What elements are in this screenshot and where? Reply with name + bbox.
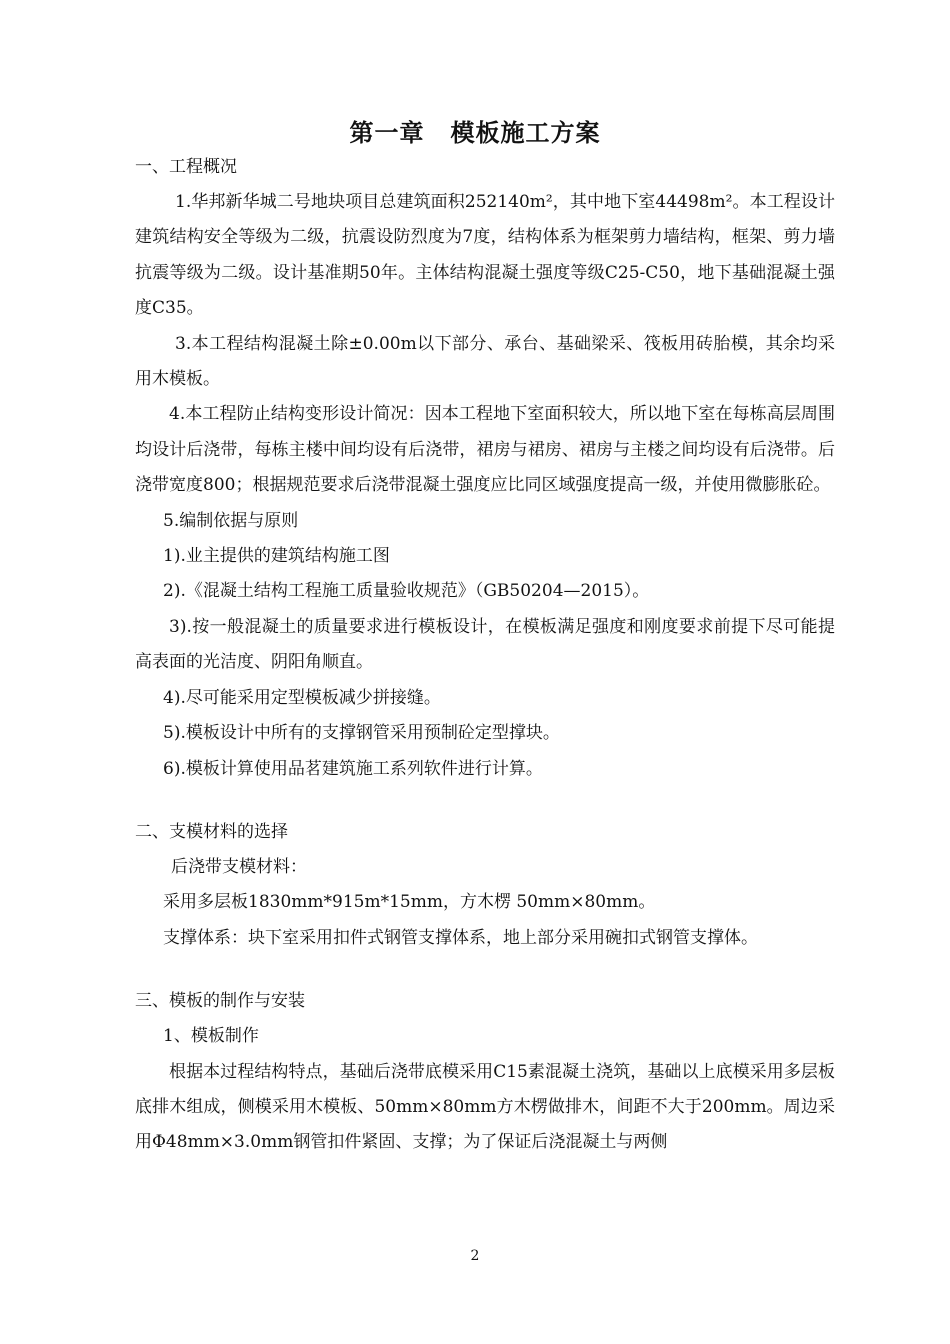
section-heading-2: 二、支模材料的选择 [135, 821, 288, 842]
paragraph-project-overview: 1.华邦新华城二号地块项目总建筑面积252140m²，其中地下室44498m²。本工程设计建筑结构安全等级为二级，抗震设防烈度为7度，结构体系为框架剪力墙结构，框架、剪力墙抗震等级为二级。设计基准期50年。主体结构混凝土强度等级C25-C50，地下基础混凝土强度C35。 [135, 192, 835, 319]
chapter-number: 第一章 [349, 118, 425, 147]
basis-item-1: 1).业主提供的建筑结构施工图 [163, 546, 390, 567]
subsection-formwork-making: 1、模板制作 [163, 1026, 259, 1047]
page-number: 2 [470, 1248, 480, 1264]
basis-item-6: 6).模板计算使用品茗建筑施工系列软件进行计算。 [163, 758, 543, 779]
document-body [135, 150, 835, 1161]
basis-item-3: 3).按一般混凝土的质量要求进行模板设计，在模板满足强度和刚度要求前提下尽可能提高表面的光洁度、阴阳角顺直。 [135, 616, 835, 673]
material-label: 后浇带支模材料： [171, 856, 307, 877]
support-system: 支撑体系：块下室采用扣件式钢管支撑体系，地上部分采用碗扣式钢管支撑体。 [163, 927, 758, 948]
basis-heading: 5.编制依据与原则 [163, 510, 299, 531]
paragraph-formwork-scope: 3.本工程结构混凝土除±0.00m以下部分、承台、基础梁采、筏板用砖胎模，其余均采用木模板。 [135, 333, 835, 390]
basis-item-4: 4).尽可能采用定型模板减少拼接缝。 [163, 687, 441, 708]
chapter-name: 模板施工方案 [450, 118, 601, 147]
section-heading-1: 一、工程概况 [135, 157, 237, 177]
material-spec: 采用多层板1830mm*915m*15mm，方木楞 50mm×80mm。 [163, 892, 656, 913]
basis-item-5: 5).模板设计中所有的支撑钢管采用预制砼定型撑块。 [163, 723, 560, 744]
basis-item-2: 2).《混凝土结构工程施工质量验收规范》（GB50204—2015）。 [163, 581, 650, 602]
section-heading-3: 三、模板的制作与安装 [135, 991, 305, 1012]
paragraph-deformation-design: 4.本工程防止结构变形设计简况：因本工程地下室面积较大，所以地下室在每栋高层周围均设计后浇带，每栋主楼中间均设有后浇带，裙房与裙房、裙房与主楼之间均设有后浇带。后浇带宽度800；根据规范要求后浇带混凝土强度应比同区域强度提高一级，并使用微膨胀砼。 [135, 404, 835, 496]
chapter-title [0, 113, 950, 148]
paragraph-formwork-making: 根据本过程结构特点，基础后浇带底模采用C15素混凝土浇筑，基础以上底模采用多层板底排木组成，侧模采用木模板、50mm×80mm方木楞做排木，间距不大于200mm。周边采用Φ48mm×3.0mm钢管扣件紧固、支撑；为了保证后浇混凝土与两侧 [135, 1061, 835, 1153]
